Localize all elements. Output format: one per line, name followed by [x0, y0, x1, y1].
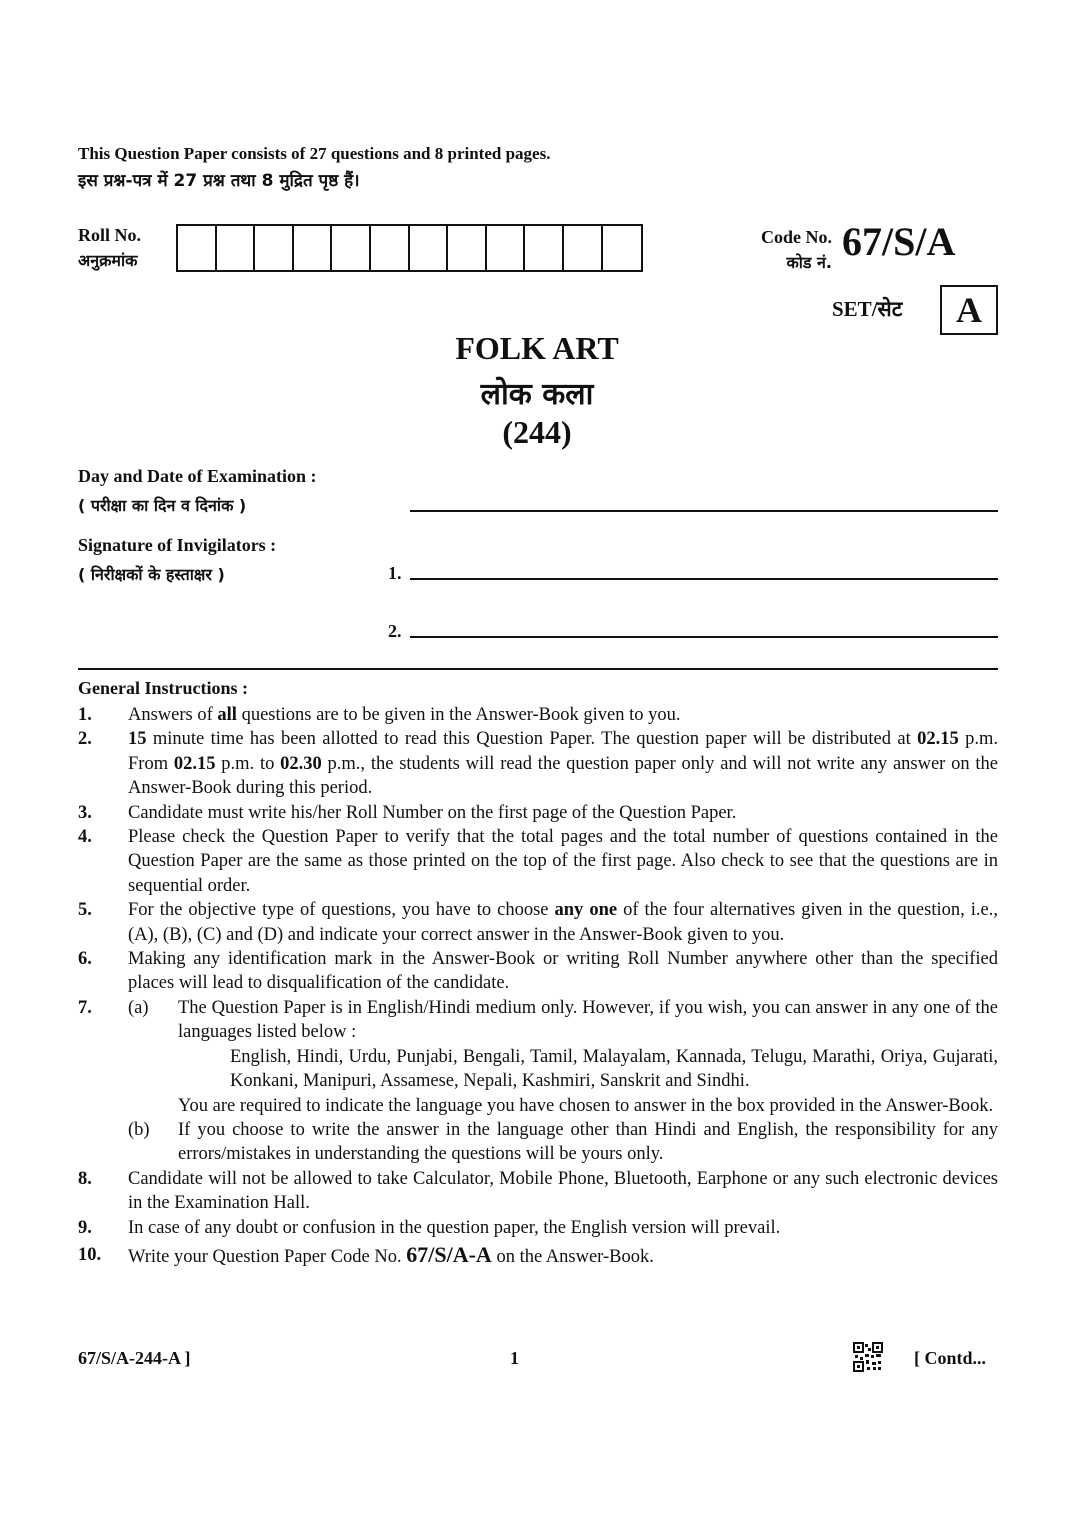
invigilator-label-hi: ( निरीक्षकों के हस्ताक्षर ): [78, 565, 225, 584]
instruction-8: [78, 1167, 998, 1216]
instruction-number: 10.: [78, 1244, 102, 1265]
instruction-2: [78, 727, 998, 800]
instruction-number: 6.: [78, 949, 92, 970]
instruction-number: 8.: [78, 1168, 92, 1189]
instruction-text: Candidate will not be allowed to take Calculator, Mobile Phone, Bluetooth, Earphone or any such electronic devices in the Examination Hall.: [128, 1168, 998, 1214]
language-list: English, Hindi, Urdu, Punjabi, Bengali, Tamil, Malayalam, Kannada, Telugu, Marathi, Oriya, Gujarati, Konkani, Manipuri, Assamese, Nepali, Kashmiri, Sanskrit and Sindhi.: [230, 1046, 998, 1092]
instruction-number: 9.: [78, 1217, 92, 1238]
paper-info-hindi: इस प्रश्न-पत्र में 27 प्रश्न तथा 8 मुद्रित पृष्ठ हैं।: [78, 171, 360, 191]
subject-code: (244): [502, 414, 572, 450]
instruction-text: 15 minute time has been allotted to read this Question Paper. The question paper will be distributed at 02.15 p.m. From 02.15 p.m. to 02.30 p.m., the students will read the question paper only and will not write any answer on the Answer-Book during this period.: [128, 729, 999, 799]
divider: [78, 668, 998, 670]
footer-page-number: 1: [510, 1348, 519, 1368]
instruction-text: Candidate must write his/her Roll Number on the first page of the Question Paper.: [128, 802, 737, 823]
instruction-number: 1.: [78, 705, 92, 725]
subject-title-hi: लोक कला: [480, 377, 594, 412]
roll-label-hi: अनुक्रमांक: [78, 251, 138, 270]
set-value-box: A: [940, 285, 998, 335]
code-number: 67/S/A: [842, 219, 956, 264]
instruction-7: [78, 996, 998, 1167]
instruction-7a: [128, 996, 998, 1118]
roll-digit-box[interactable]: [294, 226, 333, 270]
instruction-number: 5.: [78, 900, 92, 921]
instruction-text: Write your Question Paper Code No. 67/S/A-A on the Answer-Book.: [128, 1241, 654, 1267]
instructions-title: General Instructions :: [78, 678, 248, 698]
instruction-number: 2.: [78, 729, 92, 750]
roll-number-boxes[interactable]: [176, 224, 643, 272]
sub-text-2: You are required to indicate the language you have chosen to answer in the box provided in the Answer-Book.: [178, 1095, 994, 1116]
roll-digit-box[interactable]: [255, 226, 294, 270]
code-label: [742, 224, 832, 276]
qr-code-icon: [853, 1342, 883, 1372]
sub-label: (b): [128, 1119, 150, 1140]
instruction-6: [78, 947, 998, 996]
roll-digit-box[interactable]: [178, 226, 217, 270]
instruction-10: [78, 1243, 998, 1269]
instruction-3: [78, 801, 998, 825]
roll-digit-box[interactable]: [603, 226, 642, 270]
sub-label: (a): [128, 997, 149, 1018]
instruction-text: [128, 996, 998, 1167]
invigilator-2-number: 2.: [388, 621, 402, 641]
instruction-text: In case of any doubt or confusion in the question paper, the English version will prevail.: [128, 1217, 781, 1238]
invigilator-2-line[interactable]: [410, 636, 998, 638]
instructions-list: [78, 703, 998, 1269]
paper-info-english: This Question Paper consists of 27 questions and 8 printed pages.: [78, 144, 551, 163]
subject-title-en: FOLK ART: [455, 330, 619, 366]
invigilator-1-number: 1.: [388, 563, 402, 583]
instruction-4: [78, 825, 998, 898]
instruction-number: 7.: [78, 997, 92, 1018]
roll-digit-box[interactable]: [332, 226, 371, 270]
instruction-5: [78, 898, 998, 947]
footer-paper-code: 67/S/A-244-A ]: [78, 1348, 191, 1368]
instruction-7b: [128, 1118, 998, 1167]
roll-digit-box[interactable]: [217, 226, 256, 270]
sub-text: The Question Paper is in English/Hindi medium only. However, if you wish, you can answer in any one of the languages listed below :: [178, 997, 998, 1043]
roll-digit-box[interactable]: [525, 226, 564, 270]
instruction-9: [78, 1216, 998, 1240]
roll-digit-box[interactable]: [487, 226, 526, 270]
roll-digit-box[interactable]: [371, 226, 410, 270]
roll-number-label: [78, 222, 141, 274]
roll-digit-box[interactable]: [448, 226, 487, 270]
instruction-number: 3.: [78, 802, 92, 823]
exam-date-line[interactable]: [410, 510, 998, 512]
roll-digit-box[interactable]: [410, 226, 449, 270]
footer-continued: [ Contd...: [914, 1348, 987, 1368]
instruction-text: Making any identification mark in the Answer-Book or writing Roll Number anywhere other than the specified places will lead to disqualification of the candidate.: [128, 949, 998, 994]
instruction-text: Please check the Question Paper to verify that the total pages and the total number of questions contained in the Question Paper are the same as those printed on the top of the first page. Also check to see that the questions are in sequential order.: [128, 827, 998, 896]
code-label-hi: कोड नं.: [786, 253, 832, 272]
invigilator-label-en: Signature of Invigilators :: [78, 535, 277, 555]
sub-text: If you choose to write the answer in the language other than Hindi and English, the responsibility for any errors/mistakes in understanding the questions will be yours only.: [178, 1119, 998, 1165]
exam-date-label-en: Day and Date of Examination :: [78, 466, 317, 486]
instruction-text: Answers of all questions are to be given in the Answer-Book given to you.: [128, 705, 681, 725]
roll-label-en: Roll No.: [78, 225, 141, 245]
instruction-number: 4.: [78, 827, 92, 848]
invigilator-1-line[interactable]: [410, 578, 998, 580]
instruction-1: [78, 703, 998, 727]
set-label: SET/सेट: [832, 297, 903, 321]
roll-digit-box[interactable]: [564, 226, 603, 270]
code-label-en: Code No.: [761, 227, 832, 247]
instruction-text: For the objective type of questions, you have to choose any one of the four alternatives given in the question, i.e., (A), (B), (C) and (D) and indicate your correct answer in the Answer-Book given to you.: [128, 900, 998, 945]
exam-date-label-hi: ( परीक्षा का दिन व दिनांक ): [78, 496, 247, 515]
